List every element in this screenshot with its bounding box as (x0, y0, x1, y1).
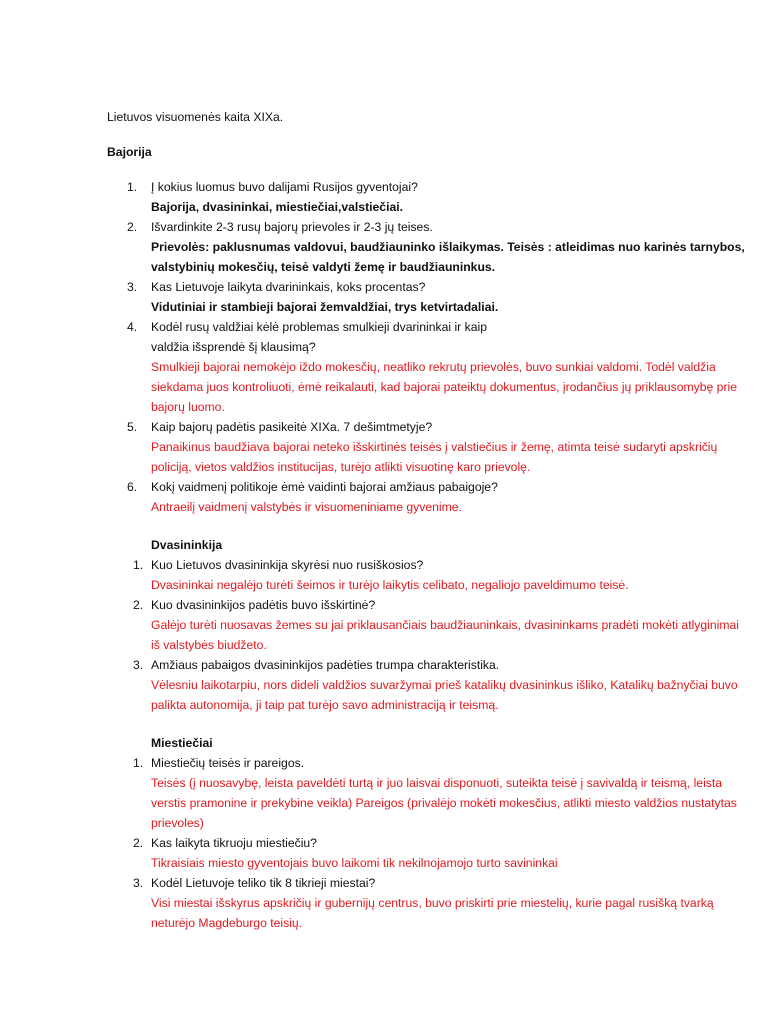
answer-text: Vėlesniu laikotarpiu, nors dideli valdžios suvaržymai prieš katalikų dvasininkus išliko, Katalikų bažnyčiai buvo palikta autonomija, ji taip pat turėjo savo administraciją ir teismą. (151, 678, 738, 712)
question-item (107, 873, 747, 933)
answer-text: Vidutiniai ir stambieji bajorai žemvaldžiai, trys ketvirtadaliai. (151, 300, 499, 314)
question-text: Kodėl rusų valdžiai kėlė problemas smulkieji dvarininkai ir kaip valdžia išsprendė šį klausimą? (151, 320, 487, 354)
question-item (107, 417, 747, 477)
question-item (107, 595, 747, 655)
question-number: 3. (127, 280, 138, 294)
question-item (107, 277, 747, 317)
answer-text: Panaikinus baudžiava bajorai neteko išskirtinės teisės į valstiečius ir žemę, atimta teisė sudaryti apskričių policiją, vietos valdžios institucijas, turėjo atlikti visuotinę karo prievolę. (151, 440, 718, 474)
question-text: Kokį vaidmenį politikoje ėmė vaidinti bajorai amžiaus pabaigoje? (151, 480, 498, 494)
question-text: Kas Lietuvoje laikyta dvarininkais, koks procentas? (151, 280, 426, 294)
question-text: Kodėl Lietuvoje teliko tik 8 tikrieji miestai? (151, 876, 376, 890)
question-item (107, 833, 747, 873)
question-item (107, 217, 747, 277)
question-item (107, 477, 747, 517)
answer-text: Galėjo turėti nuosavas žemes su jai priklausančiais baudžiauninkais, dvasininkams pradėti mokėti atlyginimai iš valstybės biudžeto. (151, 618, 739, 652)
question-list-dvasininkija (107, 555, 747, 715)
question-number: 2. (133, 598, 144, 612)
question-number: 1. (133, 756, 144, 770)
question-text: Kuo dvasininkijos padėtis buvo išskirtinė? (151, 598, 376, 612)
question-item (107, 753, 747, 833)
question-number: 6. (127, 480, 138, 494)
question-item (107, 555, 747, 595)
question-number: 1. (133, 558, 144, 572)
answer-text: Smulkieji bajorai nemokėjo iždo mokesčių, neatliko rekrutų prievolės, buvo sunkiai valdomi. Todėl valdžia siekdama juos kontroliuoti, ėmė reikalauti, kad bajorai pateiktų dokumentus, įrodančius jų priklausomybę prie bajorų luomo. (151, 360, 737, 414)
answer-text: Visi miestai išskyrus apskričių ir gubernijų centrus, buvo priskirti prie miestelių, kurie pagal rusišką tvarką neturėjo Magdeburgo teisių. (151, 896, 714, 930)
answer-text: Dvasininkai negalėjo turėti šeimos ir turėjo laikytis celibato, negaliojo paveldimumo teisė. (151, 578, 629, 592)
question-text: Amžiaus pabaigos dvasininkijos padėties trumpa charakteristika. (151, 658, 500, 672)
document-title: Lietuvos visuomenės kaita XIXa. (107, 110, 284, 124)
question-number: 4. (127, 320, 138, 334)
question-text: Išvardinkite 2-3 rusų bajorų prievoles ir 2-3 jų teises. (151, 220, 433, 234)
document-body (107, 107, 747, 933)
question-text: Į kokius luomus buvo dalijami Rusijos gyventojai? (151, 180, 418, 194)
question-item (107, 177, 747, 217)
question-number: 1. (127, 180, 138, 194)
question-text: Kuo Lietuvos dvasininkija skyrėsi nuo rusiškosios? (151, 558, 424, 572)
question-text: Kas laikyta tikruoju miestiečiu? (151, 836, 317, 850)
answer-text: Antraeilį vaidmenį valstybės ir visuomeniniame gyvenime. (151, 500, 462, 514)
question-number: 3. (133, 658, 144, 672)
section-heading-bajorija: Bajorija (107, 145, 152, 159)
section-heading-miestieciai: Miestiečiai (151, 736, 213, 750)
question-list-bajorija (107, 177, 747, 517)
question-number: 2. (133, 836, 144, 850)
question-number: 5. (127, 420, 138, 434)
answer-text: Prievolės: paklusnumas valdovui, baudžiauninko išlaikymas. Teisės : atleidimas nuo karinės tarnybos, valstybinių mokesčių, teisė valdyti žemę ir baudžiauninkus. (151, 240, 745, 274)
question-text: Miestiečių teisės ir pareigos. (151, 756, 305, 770)
question-item (107, 655, 747, 715)
question-number: 2. (127, 220, 138, 234)
question-list-miestieciai (107, 753, 747, 933)
question-number: 3. (133, 876, 144, 890)
section-heading-dvasininkija: Dvasininkija (151, 538, 223, 552)
answer-text: Teisės (į nuosavybę, leista paveldėti turtą ir juo laisvai disponuoti, suteikta teisė į savivaldą ir teismą, leista verstis pramonine ir prekybine veikla) Pareigos (privalėjo mokėti mokesčius, atlikti miesto valdžios nustatytas prievoles) (151, 776, 737, 830)
question-text: Kaip bajorų padėtis pasikeitė XIXa. 7 dešimtmetyje? (151, 420, 433, 434)
question-item (107, 317, 747, 417)
answer-text: Tikraisiais miesto gyventojais buvo laikomi tik nekilnojamojo turto savininkai (151, 856, 558, 870)
answer-text: Bajorija, dvasininkai, miestiečiai,valstiečiai. (151, 200, 404, 214)
